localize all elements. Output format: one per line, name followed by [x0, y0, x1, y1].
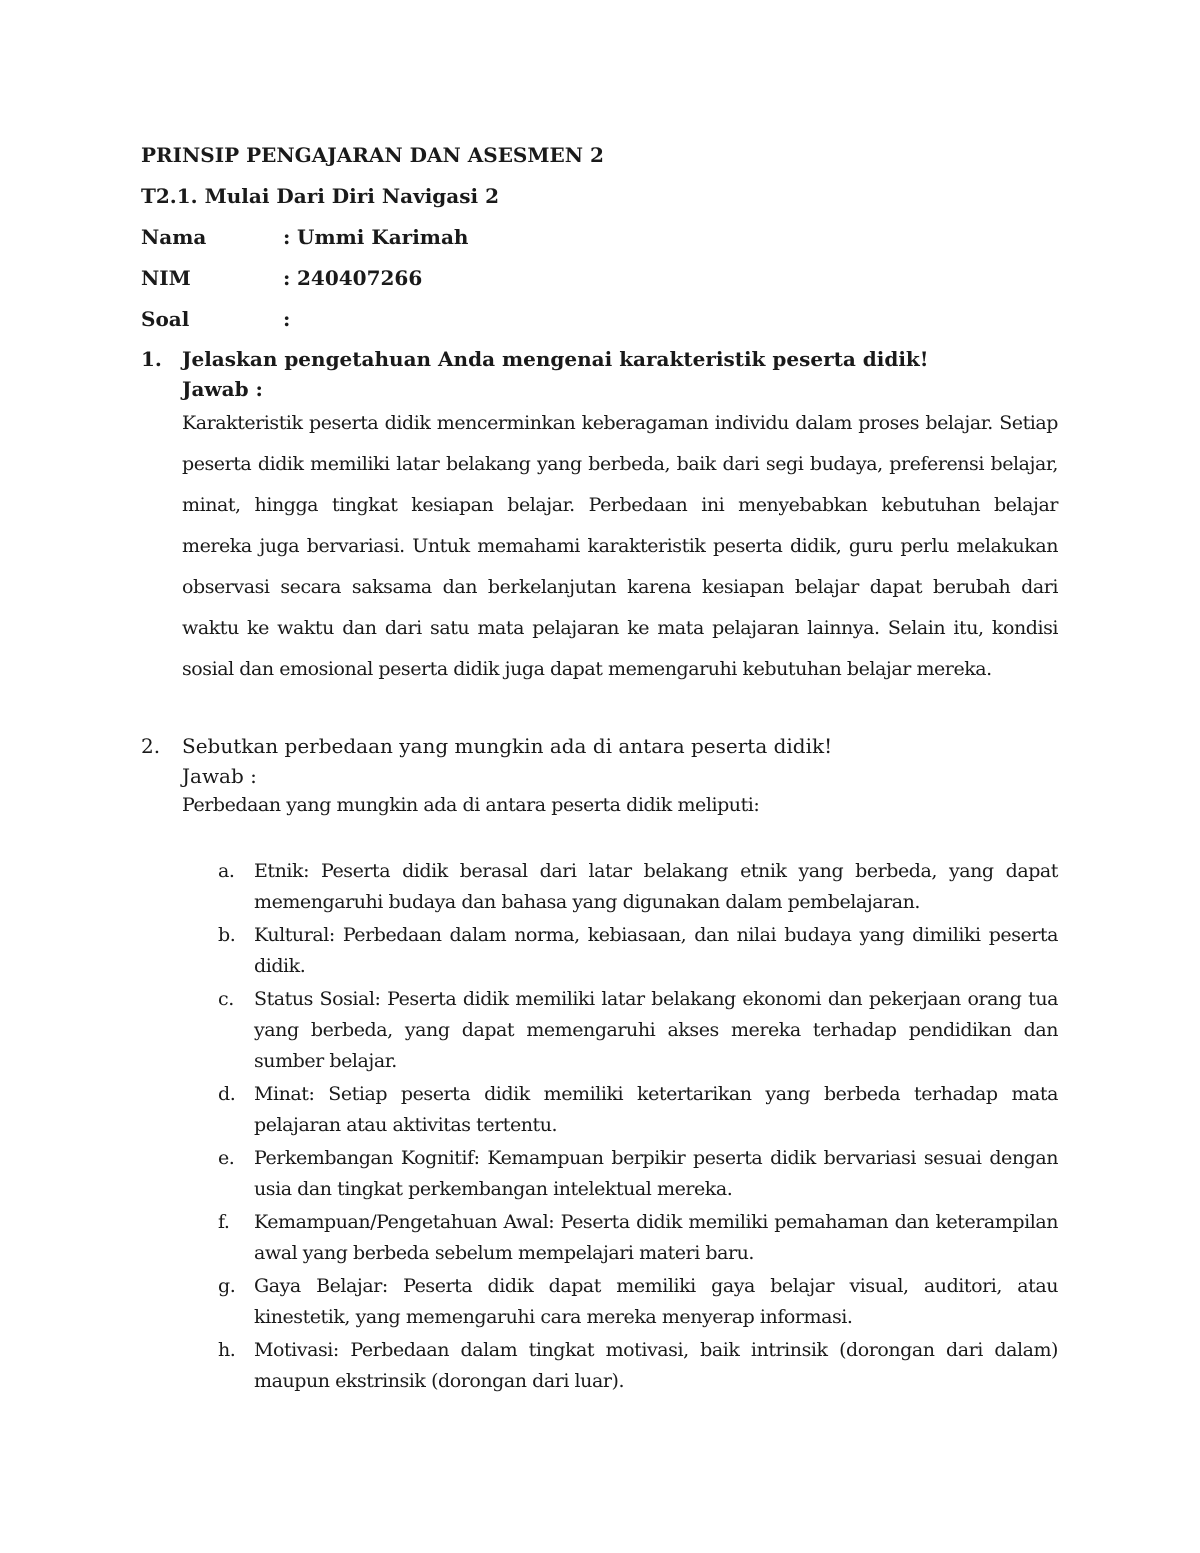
list-item-text: Minat: Setiap peserta didik memiliki ketertarikan yang berbeda terhadap mata pelajaran atau aktivitas tertentu. [254, 1083, 1058, 1136]
meta-separator: : [283, 307, 291, 331]
list-item-text: Etnik: Peserta didik berasal dari latar belakang etnik yang berbeda, yang dapat memengaruhi budaya dan bahasa yang digunakan dalam pembelajaran. [254, 860, 1058, 913]
list-item-text: Kemampuan/Pengetahuan Awal: Peserta didik memiliki pemahaman dan keterampilan awal yang berbeda sebelum mempelajari materi baru. [254, 1211, 1058, 1264]
list-item [216, 1335, 1058, 1397]
question-1-answer-label: Jawab : [182, 377, 263, 401]
list-item [216, 856, 1058, 918]
list-item [216, 920, 1058, 982]
document-title: PRINSIP PENGAJARAN DAN ASESMEN 2 [141, 143, 604, 167]
list-item-text: Kultural: Perbedaan dalam norma, kebiasaan, dan nilai budaya yang dimiliki peserta didik. [254, 924, 1058, 977]
list-marker: d. [218, 1083, 236, 1105]
list-marker: f. [218, 1211, 230, 1233]
list-item [216, 984, 1058, 1077]
list-item-text: Gaya Belajar: Peserta didik dapat memiliki gaya belajar visual, auditori, atau kinestetik, yang memengaruhi cara mereka menyerap informasi. [254, 1275, 1058, 1328]
meta-value-name: Ummi Karimah [297, 225, 469, 249]
meta-separator: : [283, 266, 291, 290]
list-item-text: Motivasi: Perbedaan dalam tingkat motivasi, baik intrinsik (dorongan dari dalam) maupun ekstrinsik (dorongan dari luar). [254, 1339, 1058, 1392]
question-1-answer: Karakteristik peserta didik mencerminkan keberagaman individu dalam proses belajar. Setiap peserta didik memiliki latar belakang yang berbeda, baik dari segi budaya, preferensi belajar, minat, hingga tingkat kesiapan belajar. Perbedaan ini menyebabkan kebutuhan belajar mereka juga bervariasi. Untuk memahami karakteristik peserta didik, guru perlu melakukan observasi secara saksama dan berkelanjutan karena kesiapan belajar dapat berubah dari waktu ke waktu dan dari satu mata pelajaran ke mata pelajaran lainnya. Selain itu, kondisi sosial dan emosional peserta didik juga dapat memengaruhi kebutuhan belajar mereka. [182, 412, 1058, 680]
list-item [216, 1271, 1058, 1333]
question-2-text: Sebutkan perbedaan yang mungkin ada di antara peserta didik! [182, 734, 833, 758]
question-2-answer-label: Jawab : [182, 764, 257, 788]
document-subtitle: T2.1. Mulai Dari Diri Navigasi 2 [141, 184, 499, 208]
meta-label: Soal [141, 307, 190, 331]
question-2-intro: Perbedaan yang mungkin ada di antara peserta didik meliputi: [182, 794, 760, 816]
list-marker: b. [218, 924, 236, 946]
list-item [216, 1143, 1058, 1205]
list-marker: g. [218, 1275, 236, 1297]
list-marker: e. [218, 1147, 235, 1169]
meta-separator: : [283, 225, 291, 249]
question-1-number: 1. [141, 347, 162, 371]
question-1-text: Jelaskan pengetahuan Anda mengenai karakteristik peserta didik! [182, 347, 929, 371]
differences-list [216, 856, 1058, 1399]
meta-label: Nama [141, 225, 207, 249]
list-marker: a. [218, 860, 235, 882]
list-item [216, 1079, 1058, 1141]
meta-label: NIM [141, 266, 191, 290]
question-2-number: 2. [141, 734, 161, 758]
list-item-text: Status Sosial: Peserta didik memiliki latar belakang ekonomi dan pekerjaan orang tua yang berbeda, yang dapat memengaruhi akses mereka terhadap pendidikan dan sumber belajar. [254, 988, 1058, 1072]
list-item [216, 1207, 1058, 1269]
list-item-text: Perkembangan Kognitif: Kemampuan berpikir peserta didik bervariasi sesuai dengan usia dan tingkat perkembangan intelektual mereka. [254, 1147, 1058, 1200]
list-marker: h. [218, 1339, 236, 1361]
meta-value-nim: 240407266 [297, 266, 423, 290]
list-marker: c. [218, 988, 234, 1010]
